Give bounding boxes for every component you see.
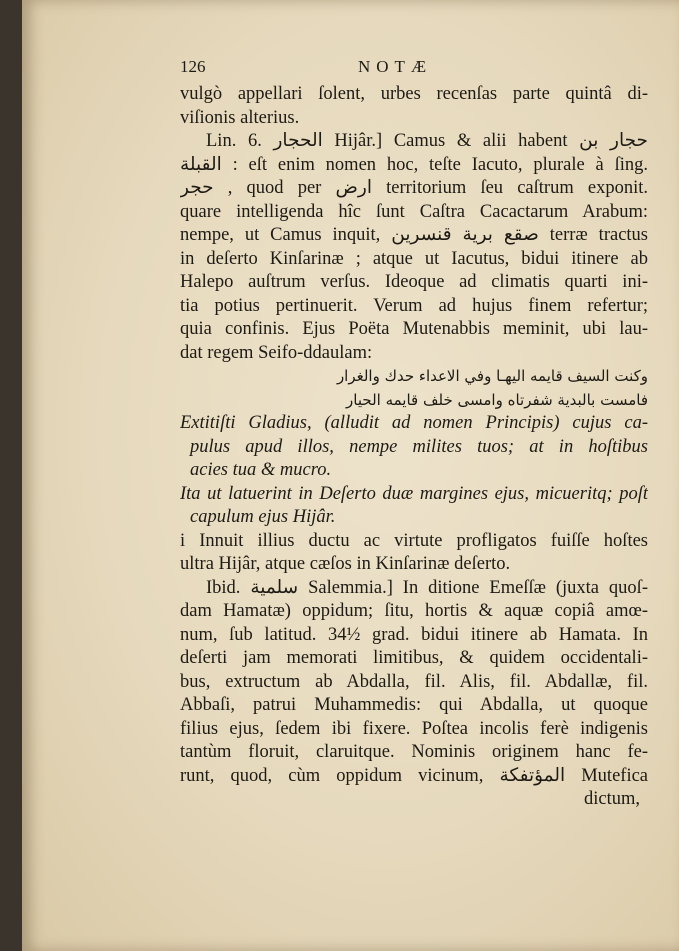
text-line: quia confinis. Ejus Poëta Mutenabbis meminit, ubi lau-: [180, 319, 648, 339]
page-number: 126: [180, 57, 206, 76]
catchword: dictum,: [583, 789, 640, 809]
text-line: ultra Hijâr, atque cæſos in Kinſarinæ deſerto.: [180, 554, 511, 574]
text-line: in deſerto Kinſarinæ ; atque ut Iacutus, bidui itinere ab: [180, 248, 648, 269]
text-line: Abbaſi, patrui Muhammedis: qui Abdalla, ut quoque: [180, 695, 648, 715]
text-line: dat regem Seifo-ddaulam:: [180, 342, 373, 363]
arabic-verse-line: فامست بالبدية شفرتاه وامسى خلف قايمه الحيار: [346, 390, 648, 409]
text-line: num, ſub latitud. 34½ grad. bidui itinere ab Hamata. In: [180, 624, 648, 645]
book-page: [22, 0, 679, 951]
text-line: Ita ut latuerint in Deſerto duæ margines ejus, micueritq; poſt: [180, 483, 648, 504]
text-line: tia potius pertinuerit. Verum ad hujus finem refertur;: [180, 295, 648, 316]
text-line: filius ejus, ſedem ibi fixere. Poſtea incolis ferè indigenis: [180, 718, 648, 739]
text-line: runt, quod, cùm oppidum vicinum, المؤتفكة Mutefica: [180, 765, 648, 786]
text-line: capulum ejus Hijâr.: [190, 507, 336, 527]
text-line: Halepo auſtrum verſus. Ideoque ad climatis quarti ini-: [180, 272, 648, 292]
text-line: pulus apud illos, nempe milites tuos; at in hoſtibus: [190, 436, 648, 457]
text-line: bus, extructum ab Abdalla, fil. Alis, fil. Abdallæ, fil.: [180, 671, 648, 692]
text-line: nempe, ut Camus inquit, صقع برية قنسرين terræ tractus: [180, 225, 648, 245]
text-line: dam Hamatæ) oppidum; ſitu, hortis & aquæ copiâ amœ-: [180, 601, 648, 621]
page-body: [180, 55, 648, 812]
text-line: i Innuit illius ductu ac virtute profligatos fuiſſe hoſtes: [180, 530, 648, 551]
text-line: Extitiſti Gladius, (alludit ad nomen Principis) cujus ca-: [180, 413, 648, 433]
text-line: tantùm floruit, claruitque. Nominis originem hanc fe-: [180, 742, 648, 762]
text-line: vulgò appellari ſolent, urbes recenſas parte quintâ di-: [180, 84, 648, 104]
text-line: حجر , quod per ارض territorium ſeu caſtrum exponit.: [180, 178, 648, 198]
text-line: Ibid. سلمية Salemmia.] In ditione Emeſſæ (juxta quoſ-: [206, 577, 648, 598]
text-line: quare intelligenda hîc ſunt Caſtra Cacactarum Arabum:: [180, 201, 648, 222]
page-header: [180, 55, 648, 81]
arabic-verse-line: وكنت السيف قايمه اليهـا وفي الاعداء حدك والغرار: [336, 367, 648, 385]
text-line: Lin. 6. الحجار Hijâr.] Camus & alii habent حجار بن: [206, 131, 648, 151]
text-line: القبلة : eſt enim nomen hoc, teſte Iacuto, plurale à ſing.: [180, 154, 648, 175]
text-line: deſerti jam memorati limitibus, & quidem occidentali-: [180, 648, 648, 668]
text-line: acies tua & mucro.: [190, 460, 332, 480]
running-head: NOTÆ: [358, 57, 433, 76]
text-line: viſionis alterius.: [180, 107, 300, 128]
